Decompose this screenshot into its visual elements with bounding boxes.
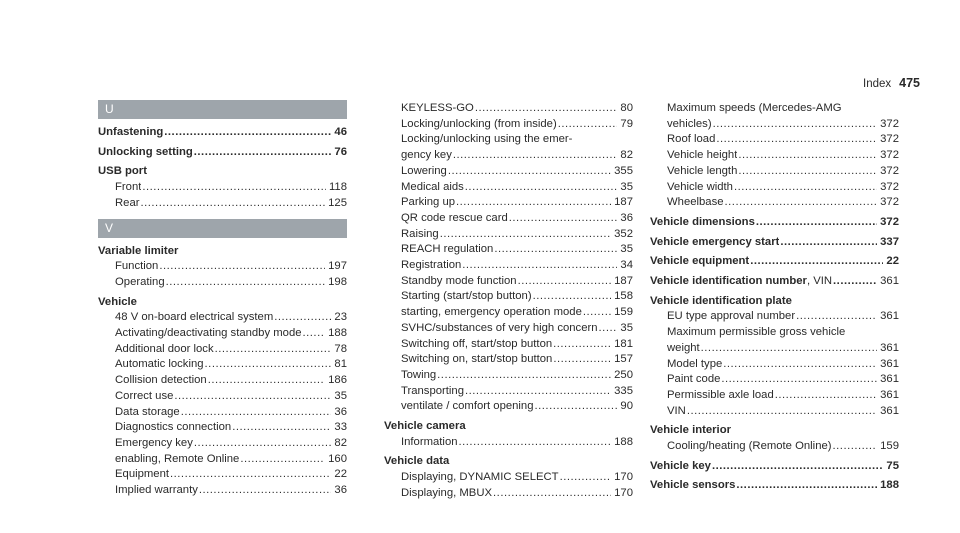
index-subentry[interactable]: Paint code ..... 361 bbox=[650, 372, 899, 388]
index-subentry[interactable]: Activating/deactivating standby mode ..... 188 bbox=[98, 326, 347, 342]
page-header bbox=[863, 76, 920, 90]
index-subentry[interactable]: Wheelbase ..... 372 bbox=[650, 195, 899, 211]
index-entry-vehicle-key[interactable]: Vehicle key ..... 75 bbox=[650, 459, 899, 475]
index-subentry[interactable]: Collision detection ..... 186 bbox=[98, 373, 347, 389]
index-subentry[interactable]: weight ..... 361 bbox=[650, 341, 899, 357]
dimension-subentries bbox=[650, 132, 899, 211]
index-subentry[interactable]: Vehicle width ..... 372 bbox=[650, 180, 899, 196]
index-entry-vehicle-emergency-start[interactable]: Vehicle emergency start ..... 337 bbox=[650, 235, 899, 251]
index-subentry[interactable]: starting, emergency operation mode ..... 159 bbox=[384, 305, 633, 321]
index-subentry[interactable]: Lowering ..... 355 bbox=[384, 164, 633, 180]
index-subentry-wrap-line: Locking/unlocking using the emer- bbox=[401, 133, 573, 146]
index-subentry[interactable]: Switching off, start/stop button ..... 181 bbox=[384, 337, 633, 353]
index-subentry[interactable]: gency key ..... 82 bbox=[384, 148, 633, 164]
index-subentry-wrap-line: Maximum speeds (Mercedes-AMG bbox=[667, 102, 842, 114]
index-subentry[interactable]: Displaying, DYNAMIC SELECT ..... 170 bbox=[384, 470, 633, 486]
index-subentry[interactable]: ventilate / comfort opening ..... 90 bbox=[384, 399, 633, 415]
index-subentry[interactable]: Additional door lock ..... 78 bbox=[98, 342, 347, 358]
index-column-3 bbox=[650, 101, 899, 494]
index-subentry[interactable]: Function ..... 197 bbox=[98, 259, 347, 275]
index-subentry[interactable]: Implied warranty ..... 36 bbox=[98, 483, 347, 499]
index-entry-vehicle-equipment[interactable]: Vehicle equipment ..... 22 bbox=[650, 254, 899, 270]
index-subentry[interactable]: 48 V on-board electrical system ..... 23 bbox=[98, 310, 347, 326]
page-number: 475 bbox=[899, 76, 920, 90]
index-subentry[interactable]: Standby mode function ..... 187 bbox=[384, 274, 633, 290]
vehicle-subentries-cont-a bbox=[384, 101, 633, 132]
index-subentry[interactable]: Front ..... 118 bbox=[98, 180, 347, 196]
index-entry-unfastening[interactable]: Unfastening ..... 46 bbox=[98, 125, 347, 141]
index-entry-vehicle-dimensions[interactable]: Vehicle dimensions ..... 372 bbox=[650, 215, 899, 231]
index-subentry[interactable]: VIN ..... 361 bbox=[650, 404, 899, 420]
index-subentry[interactable]: Information ..... 188 bbox=[384, 435, 633, 451]
index-subentry[interactable]: Automatic locking ..... 81 bbox=[98, 357, 347, 373]
plate-subentries bbox=[650, 357, 899, 420]
index-entry-vehicle-identification-number[interactable]: Vehicle identification number, VIN ..... 361 bbox=[650, 274, 899, 290]
index-subentry[interactable]: Rear ..... 125 bbox=[98, 196, 347, 212]
index-subentry[interactable]: Emergency key ..... 82 bbox=[98, 436, 347, 452]
index-heading-variable-limiter: Variable limiter bbox=[98, 244, 179, 257]
vehicle-subentries bbox=[98, 310, 347, 498]
index-subentry[interactable]: Data storage ..... 36 bbox=[98, 405, 347, 421]
index-subentry[interactable]: SVHC/substances of very high concern ..... 35 bbox=[384, 321, 633, 337]
letter-heading-u: U bbox=[98, 100, 347, 119]
index-subentry[interactable]: Operating ..... 198 bbox=[98, 275, 347, 291]
letter-heading-v: V bbox=[98, 219, 347, 238]
index-heading-vehicle-identification-plate: Vehicle identification plate bbox=[650, 294, 792, 307]
index-heading-vehicle-camera: Vehicle camera bbox=[384, 420, 466, 433]
index-subentry[interactable]: Displaying, MBUX ..... 170 bbox=[384, 486, 633, 502]
index-subentry[interactable]: Correct use ..... 35 bbox=[98, 389, 347, 405]
index-subentry[interactable]: Medical aids ..... 35 bbox=[384, 180, 633, 196]
index-column-1 bbox=[98, 100, 347, 499]
index-subentry[interactable]: vehicles) ..... 372 bbox=[650, 117, 899, 133]
index-subentry[interactable]: Equipment ..... 22 bbox=[98, 467, 347, 483]
index-subentry[interactable]: Permissible axle load ..... 361 bbox=[650, 388, 899, 404]
index-subentry[interactable]: EU type approval number ..... 361 bbox=[650, 309, 899, 325]
index-heading-vehicle-interior: Vehicle interior bbox=[650, 424, 731, 437]
index-subentry[interactable]: enabling, Remote Online ..... 160 bbox=[98, 452, 347, 468]
index-subentry[interactable]: Registration ..... 34 bbox=[384, 258, 633, 274]
index-entry-unlocking-setting[interactable]: Unlocking setting ..... 76 bbox=[98, 145, 347, 161]
index-heading-vehicle: Vehicle bbox=[98, 295, 137, 308]
index-subentry[interactable]: Vehicle height ..... 372 bbox=[650, 148, 899, 164]
index-subentry[interactable]: Model type ..... 361 bbox=[650, 357, 899, 373]
index-subentry[interactable]: Parking up ..... 187 bbox=[384, 195, 633, 211]
index-column-2 bbox=[384, 101, 633, 502]
index-heading-usb-port: USB port bbox=[98, 165, 147, 178]
vehicle-subentries-cont-b bbox=[384, 164, 633, 415]
index-subentry[interactable]: Starting (start/stop button) ..... 158 bbox=[384, 289, 633, 305]
index-subentry[interactable]: KEYLESS-GO ..... 80 bbox=[384, 101, 633, 117]
index-heading-vehicle-data: Vehicle data bbox=[384, 455, 450, 468]
index-subentry[interactable]: REACH regulation ..... 35 bbox=[384, 242, 633, 258]
index-subentry[interactable]: Towing ..... 250 bbox=[384, 368, 633, 384]
index-subentry[interactable]: Roof load ..... 372 bbox=[650, 132, 899, 148]
index-subentry[interactable]: Vehicle length ..... 372 bbox=[650, 164, 899, 180]
index-subentry[interactable]: Diagnostics connection ..... 33 bbox=[98, 420, 347, 436]
index-subentry[interactable]: Raising ..... 352 bbox=[384, 227, 633, 243]
index-subentry[interactable]: Locking/unlocking (from inside) ..... 79 bbox=[384, 117, 633, 133]
header-section: Index bbox=[863, 78, 892, 90]
index-subentry[interactable]: Switching on, start/stop button ..... 157 bbox=[384, 352, 633, 368]
index-subentry[interactable]: QR code rescue card ..... 36 bbox=[384, 211, 633, 227]
index-entry-vehicle-sensors[interactable]: Vehicle sensors ..... 188 bbox=[650, 478, 899, 494]
index-subentry[interactable]: Transporting ..... 335 bbox=[384, 384, 633, 400]
index-subentry-wrap-line: Maximum permissible gross vehicle bbox=[667, 326, 846, 339]
index-subentry[interactable]: Cooling/heating (Remote Online) ..... 159 bbox=[650, 439, 899, 455]
